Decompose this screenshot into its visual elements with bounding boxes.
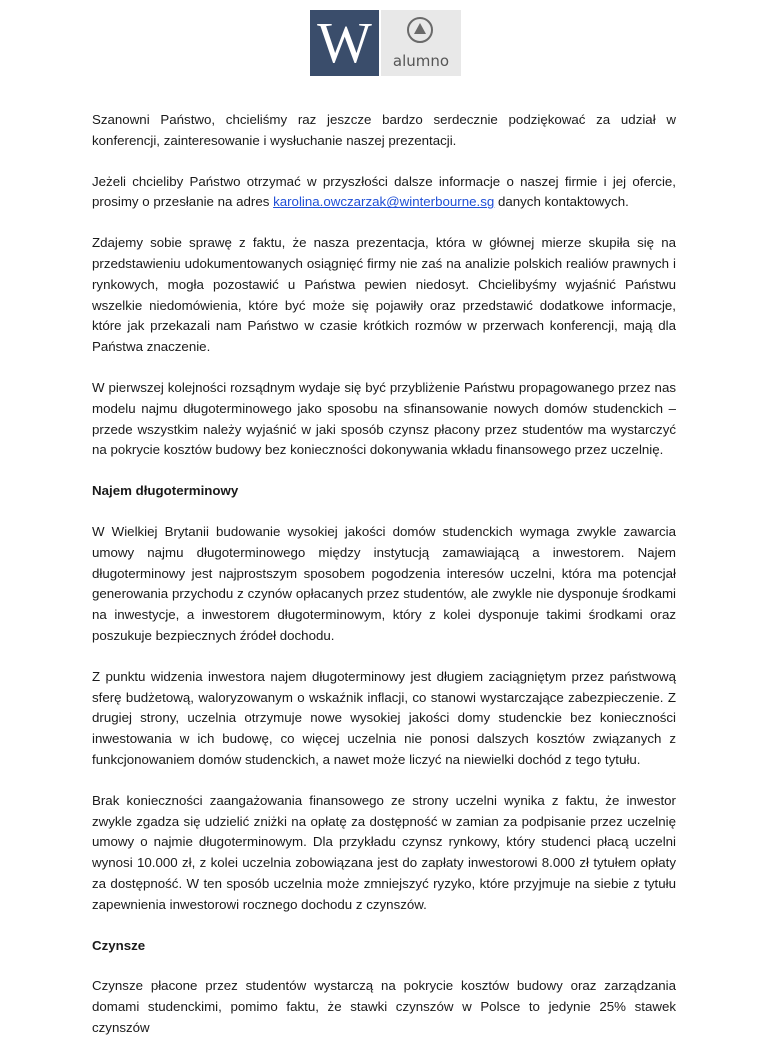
paragraph-text: danych kontaktowych. — [494, 194, 629, 210]
section-heading: Czynsze — [92, 937, 146, 953]
email-link[interactable]: karolina.owczarzak@winterbourne.sg — [273, 194, 495, 210]
alumno-logo — [381, 10, 461, 76]
paragraph-text: Jeżeli chcieliby Państwo otrzymać w przyszłości dalsze informacje o naszej firmie i jej ofercie, prosimy o przesłanie na adres — [92, 173, 676, 210]
paragraph: Czynsze płacone przez studentów wystarczą na pokrycie kosztów budowy oraz zarządzania domami studenckimi, pomimo faktu, że stawki czynszów w Polsce to jedynie 25% stawek czynszów — [92, 978, 676, 1035]
winterbourne-logo — [310, 10, 379, 76]
paragraph: Z punktu widzenia inwestora najem długoterminowy jest długiem zaciągniętym przez państwową sferę budżetową, waloryzowanym o wskaźnik inflacji, co stanowi wystarczające zabezpieczenie. Z drugiej strony, uczelnia otrzymuje nowe wysokiej jakości domy studenckie bez konieczności inwestowania w ich budowę, co więcej uczelnia nie ponosi dalszych kosztów związanych z funkcjonowaniem domów studenckich, a nawet może liczyć na niewielki dochód z tego tytułu. — [92, 668, 676, 767]
triangle-icon — [414, 23, 426, 34]
paragraph: Szanowni Państwo, chcieliśmy raz jeszcze bardzo serdecznie podziękować za udział w konferencji, zainteresowanie i wysłuchanie naszej prezentacji. — [92, 112, 676, 148]
logo-letter: W — [317, 10, 372, 75]
paragraph: Zdajemy sobie sprawę z faktu, że nasza prezentacja, która w głównej mierze skupiła się na przedstawieniu udokumentowanych osiągnięć firmy nie zaś na analizie polskich realiów prawnych i rynkowych, mogła pozostawić u Państwa pewien niedosyt. Chcielibyśmy wyjaśnić Państwu wszelkie niedomówienia, które być może się pojawiły oraz przedstawić dodatkowe informacje, które jak przekazali nam Państwo w czasie krótkich rozmów w przerwach konferencji, mają dla Państwa znaczenie. — [92, 235, 676, 355]
paragraph-contact — [92, 172, 676, 214]
paragraph: Brak konieczności zaangażowania finansowego ze strony uczelni wynika z faktu, że inwestor zwykle zgadza się udzielić zniżki na opłatę za dostępność w zamian za podpisanie przez uczelnię umowy o najmie długoterminowym. Dla przykładu czynsz rynkowy, który studenci płacą uczelni wynosi 10.000 zł, z kolei uczelnia zobowiązana jest do zapłaty inwestorowi 8.000 zł tytułem opłaty za dostępność. W ten sposób uczelnia może zmniejszyć ryzyko, które przyjmuje na siebie z tytułu zapewnienia inwestorowi rocznego dochodu z czynszów. — [92, 792, 676, 912]
section-heading: Najem długoterminowy — [92, 483, 239, 499]
logo-group — [310, 10, 461, 76]
logo-word: alumno — [392, 52, 450, 70]
paragraph: W pierwszej kolejności rozsądnym wydaje się być przybliżenie Państwu propagowanego przez nas modelu najmu długoterminowego jako sposobu na sfinansowanie nowych domów studenckich – przede wszystkim należy wyjaśnić w jaki sposób czynsz płacony przez studentów ma wystarczyć na pokrycie kosztów budowy bez konieczności dokonywania wkładu finansowego przez uczelnię. — [92, 379, 676, 458]
paragraph: W Wielkiej Brytanii budowanie wysokiej jakości domów studenckich wymaga zwykle zawarcia umowy najmu długoterminowego między instytucją zamawiającą a inwestorem. Najem długoterminowy jest najprostszym sposobem pogodzenia interesów uczelni, która ma potencjał generowania przychodu z czynów opłacanych przez studentów, ale zwykle nie dysponuje środkami na inwestycje, a inwestorem długoterminowym, który z kolei dysponuje takimi środkami oraz poszukuje bezpiecznych źródeł dochodu. — [92, 523, 676, 643]
letter-body — [92, 110, 676, 1059]
